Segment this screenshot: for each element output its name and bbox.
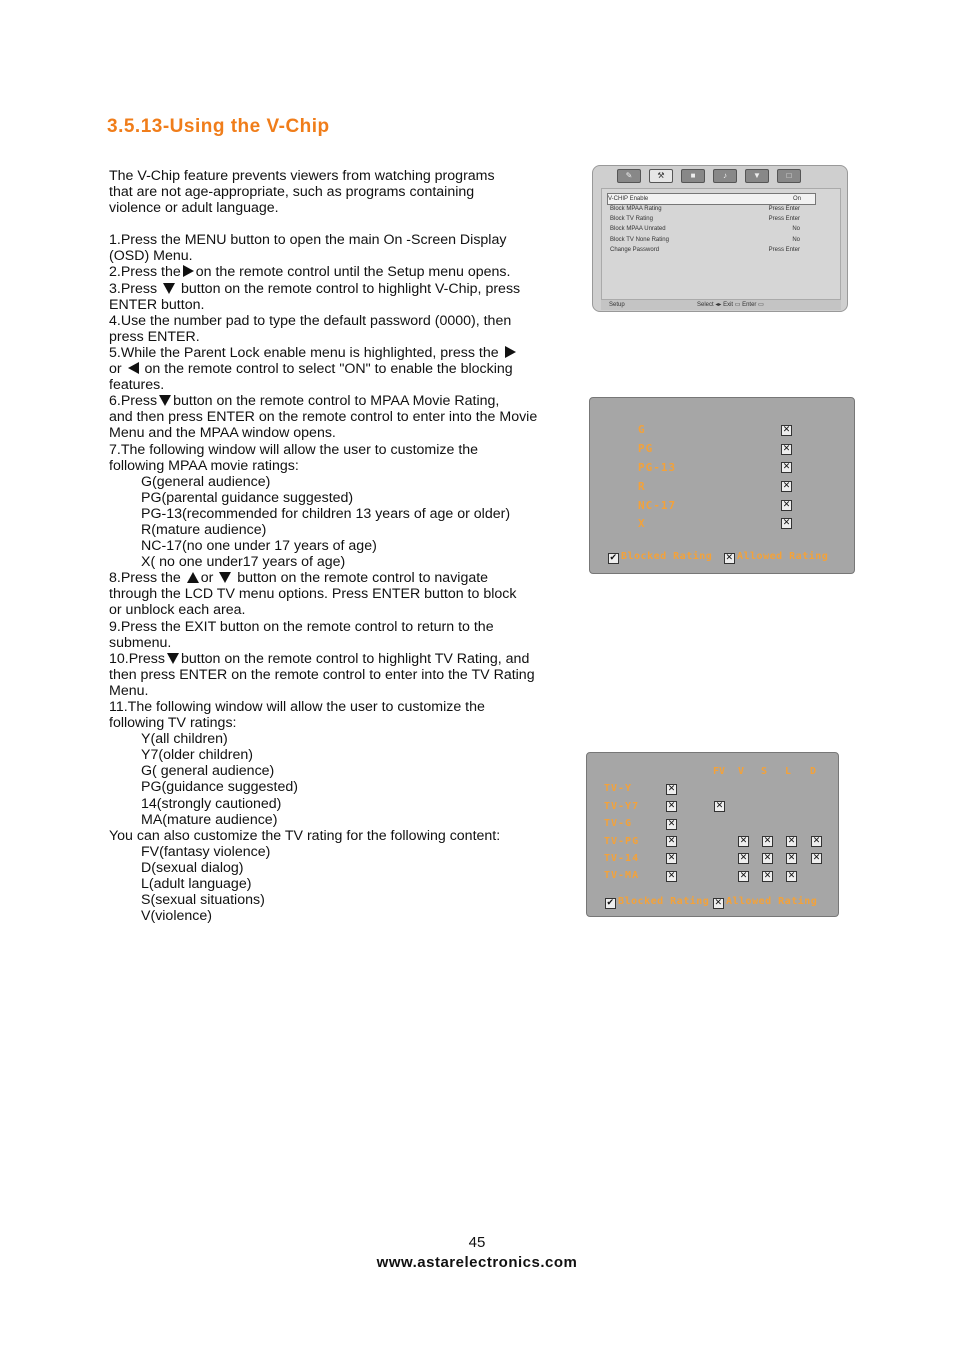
- menu-icon-bar: [617, 169, 801, 183]
- osd-row-label: Change Password: [610, 247, 660, 253]
- mpaa-rating-screenshot: [589, 397, 855, 574]
- step-5: [109, 345, 584, 361]
- cross-icon: ✕: [739, 853, 748, 863]
- content-item: FV(fantasy violence): [141, 843, 271, 860]
- down-arrow-icon: [219, 572, 231, 583]
- step-5: features.: [109, 377, 165, 394]
- content-item: D(sexual dialog): [141, 859, 244, 876]
- mpaa-item: PG(parental guidance suggested): [141, 489, 354, 506]
- cross-icon: ✕: [782, 481, 791, 491]
- page-number: 45: [468, 1234, 486, 1251]
- legend-text: Allowed Rating: [737, 551, 829, 562]
- osd-row: [610, 224, 814, 234]
- cross-icon: ✕: [667, 836, 676, 846]
- footer-nav: [697, 300, 764, 310]
- step-10: [109, 651, 584, 667]
- pc-icon: □: [777, 169, 801, 183]
- cross-icon: ✕: [667, 801, 676, 811]
- column-header: FV: [713, 766, 726, 777]
- step-text: 2.Press the: [109, 264, 181, 281]
- down-arrow-icon: [159, 395, 171, 406]
- step-text: button on the remote control to highlight V-Chip, press: [181, 280, 521, 297]
- cross-icon: ✕: [782, 518, 791, 528]
- intro-line: that are not age-appropriate, such as programs containing: [109, 184, 475, 201]
- tv-item: 14(strongly cautioned): [141, 795, 282, 812]
- cross-icon: ✕: [782, 444, 791, 454]
- step-11: following TV ratings:: [109, 715, 237, 732]
- step-6: Menu and the MPAA window opens.: [109, 425, 336, 442]
- osd-row: [610, 204, 814, 214]
- column-header: D: [810, 766, 817, 777]
- step-4: 4.Use the number pad to type the default password (0000), then: [109, 312, 512, 329]
- tv-rating-label: TV-MA: [604, 870, 640, 881]
- step-text: on the remote control to select "ON" to enable the blocking: [144, 361, 513, 378]
- legend-text: Blocked Rating: [618, 896, 710, 907]
- audio-icon: ♪: [713, 169, 737, 183]
- osd-row-value: Press Enter: [768, 216, 800, 222]
- menu-key-icon: ▭: [734, 302, 741, 308]
- step-text: 3.Press: [109, 280, 158, 297]
- step-1: 1.Press the MENU button to open the main On -Screen Display: [109, 232, 507, 249]
- content-item: L(adult language): [141, 876, 252, 893]
- step-9: submenu.: [109, 634, 172, 651]
- channel-icon: ■: [681, 169, 705, 183]
- cross-icon: ✕: [667, 819, 676, 829]
- osd-row-value: On: [792, 196, 801, 202]
- step-11: 11.The following window will allow the user to customize the: [109, 699, 485, 715]
- osd-row-label: Block TV Rating: [610, 216, 653, 222]
- step-7: following MPAA movie ratings:: [109, 457, 299, 474]
- mpaa-item: G(general audience): [141, 473, 271, 490]
- intro-line: violence or adult language.: [109, 200, 279, 217]
- osd-row-label: Block TV None Rating: [610, 237, 669, 243]
- check-icon: ✔: [609, 553, 618, 563]
- step-3: [109, 281, 584, 297]
- step-5: [109, 361, 584, 377]
- osd-row: [610, 235, 814, 245]
- step-7: 7.The following window will allow the user to customize the: [109, 441, 479, 458]
- mpaa-item: R(mature audience): [141, 521, 267, 538]
- cross-icon: ✕: [812, 853, 821, 863]
- step-10: Menu.: [109, 682, 149, 699]
- osd-row: [610, 245, 814, 255]
- tv-rating-label: TV-G: [604, 818, 633, 829]
- cross-icon: ✕: [812, 836, 821, 846]
- mpaa-rating-label: X: [638, 517, 646, 530]
- content-item: V(violence): [141, 908, 212, 925]
- osd-row-value: No: [792, 237, 800, 243]
- content-item: S(sexual situations): [141, 892, 265, 909]
- osd-row-value: Press Enter: [768, 247, 800, 253]
- legend-allowed: [724, 551, 828, 564]
- cross-icon: ✕: [787, 853, 796, 863]
- step-9: 9.Press the EXIT button on the remote control to return to the: [109, 618, 494, 635]
- step-3: ENTER button.: [109, 296, 205, 313]
- tv-item: Y(all children): [141, 731, 228, 748]
- mpaa-rating-label: PG: [638, 442, 654, 455]
- page-title: 3.5.13-Using the V-Chip: [107, 116, 330, 137]
- step-text: button on the remote control to MPAA Movie Rating,: [173, 393, 500, 410]
- step-text: 10.Press: [109, 650, 165, 667]
- step-10: then press ENTER on the remote control to enter into the TV Rating: [109, 666, 535, 683]
- step-text: 5.While the Parent Lock enable menu is highlighted, press the: [109, 344, 499, 361]
- column-header: V: [738, 766, 745, 777]
- tv-item: G( general audience): [141, 763, 275, 780]
- cross-icon: ✕: [667, 871, 676, 881]
- cross-icon: ✕: [739, 836, 748, 846]
- tv-item: PG(guidance suggested): [141, 779, 298, 796]
- up-arrow-icon: [187, 572, 199, 583]
- tv-item: Y7(older children): [141, 747, 253, 764]
- down-arrow-icon: [163, 283, 175, 294]
- tv-rating-label: TV-Y7: [604, 801, 640, 812]
- cross-icon: ✕: [714, 898, 723, 908]
- tv-rating-label: TV-14: [604, 853, 640, 864]
- cross-icon: ✕: [725, 553, 734, 563]
- step-text: 8.Press the: [109, 570, 181, 587]
- column-header: S: [761, 766, 768, 777]
- step-8: or unblock each area.: [109, 602, 246, 619]
- step-8: through the LCD TV menu options. Press ENTER button to block: [109, 586, 517, 603]
- arrows-icon: ◂▸: [715, 302, 722, 308]
- step-text: 6.Press: [109, 393, 158, 410]
- osd-row: [610, 214, 814, 224]
- website-url: www.astarelectronics.com: [376, 1254, 578, 1271]
- cross-icon: ✕: [667, 784, 676, 794]
- footer-exit: Exit: [723, 302, 734, 308]
- enter-key-icon: ▭: [758, 302, 764, 308]
- legend-text: Allowed Rating: [726, 896, 818, 907]
- cross-icon: ✕: [782, 500, 791, 510]
- tv-rating-label: TV-PG: [604, 836, 640, 847]
- mpaa-item: NC-17(no one under 17 years of age): [141, 538, 377, 555]
- osd-row-label: Block MPAA Rating: [610, 206, 662, 212]
- osd-row-label: Block MPAA Unrated: [610, 226, 666, 232]
- step-4: press ENTER.: [109, 328, 200, 345]
- cross-icon: ✕: [667, 853, 676, 863]
- step-6: and then press ENTER on the remote control to enter into the Movie: [109, 409, 538, 426]
- tv-rating-label: TV-Y: [604, 783, 633, 794]
- cross-icon: ✕: [787, 836, 796, 846]
- osd-row-label: V-CHIP Enable: [608, 196, 649, 202]
- footer-setup-label: Setup: [609, 302, 625, 308]
- legend-allowed: [713, 896, 817, 909]
- cross-icon: ✕: [715, 801, 724, 811]
- step-text: button on the remote control to highlight TV Rating, and: [181, 650, 530, 667]
- step-text: or: [109, 361, 122, 378]
- check-icon: ✔: [606, 898, 615, 908]
- footer-select: Select: [697, 302, 714, 308]
- step-text: or: [200, 570, 214, 587]
- tv-icon: ▼: [745, 169, 769, 183]
- column-header: L: [785, 766, 792, 777]
- osd-footer: [601, 300, 841, 310]
- cross-icon: ✕: [763, 836, 772, 846]
- cross-icon: ✕: [763, 871, 772, 881]
- cross-icon: ✕: [782, 425, 791, 435]
- mpaa-item: X( no one under17 years of age): [141, 554, 346, 571]
- legend-text: Blocked Rating: [621, 551, 713, 562]
- setup-panel: [601, 188, 841, 300]
- left-arrow-icon: [128, 362, 139, 374]
- tv-item: MA(mature audience): [141, 811, 278, 828]
- mpaa-rating-label: R: [638, 480, 646, 493]
- down-arrow-icon: [167, 653, 179, 664]
- osd-row-value: Press Enter: [768, 206, 800, 212]
- content-intro: You can also customize the TV rating for the following content:: [109, 827, 501, 844]
- cross-icon: ✕: [782, 462, 791, 472]
- step-text: button on the remote control to navigate: [237, 570, 489, 587]
- legend-blocked: [605, 896, 709, 909]
- mpaa-rating-label: NC-17: [638, 499, 677, 512]
- mpaa-item: PG-13(recommended for children 13 years of age or older): [141, 505, 511, 522]
- legend-blocked: [608, 551, 712, 564]
- instructions-text: [109, 168, 584, 924]
- tv-rating-screenshot: [586, 752, 839, 917]
- step-2: [109, 264, 584, 280]
- setup-menu-screenshot: [592, 165, 848, 312]
- mpaa-rating-label: G: [638, 423, 646, 436]
- cross-icon: ✕: [763, 853, 772, 863]
- osd-row-value: No: [792, 226, 800, 232]
- right-arrow-icon: [183, 265, 194, 277]
- footer-enter: Enter: [742, 302, 757, 308]
- right-arrow-icon: [505, 346, 516, 358]
- intro-line: The V-Chip feature prevents viewers from watching programs: [109, 168, 495, 184]
- step-1: (OSD) Menu.: [109, 248, 193, 265]
- setup-wrench-icon: ⚒: [649, 169, 673, 183]
- step-8: [109, 570, 584, 586]
- cross-icon: ✕: [739, 871, 748, 881]
- step-6: [109, 393, 584, 409]
- picture-icon: ✎: [617, 169, 641, 183]
- mpaa-rating-label: PG-13: [638, 461, 677, 474]
- step-text: on the remote control until the Setup menu opens.: [195, 264, 511, 281]
- cross-icon: ✕: [787, 871, 796, 881]
